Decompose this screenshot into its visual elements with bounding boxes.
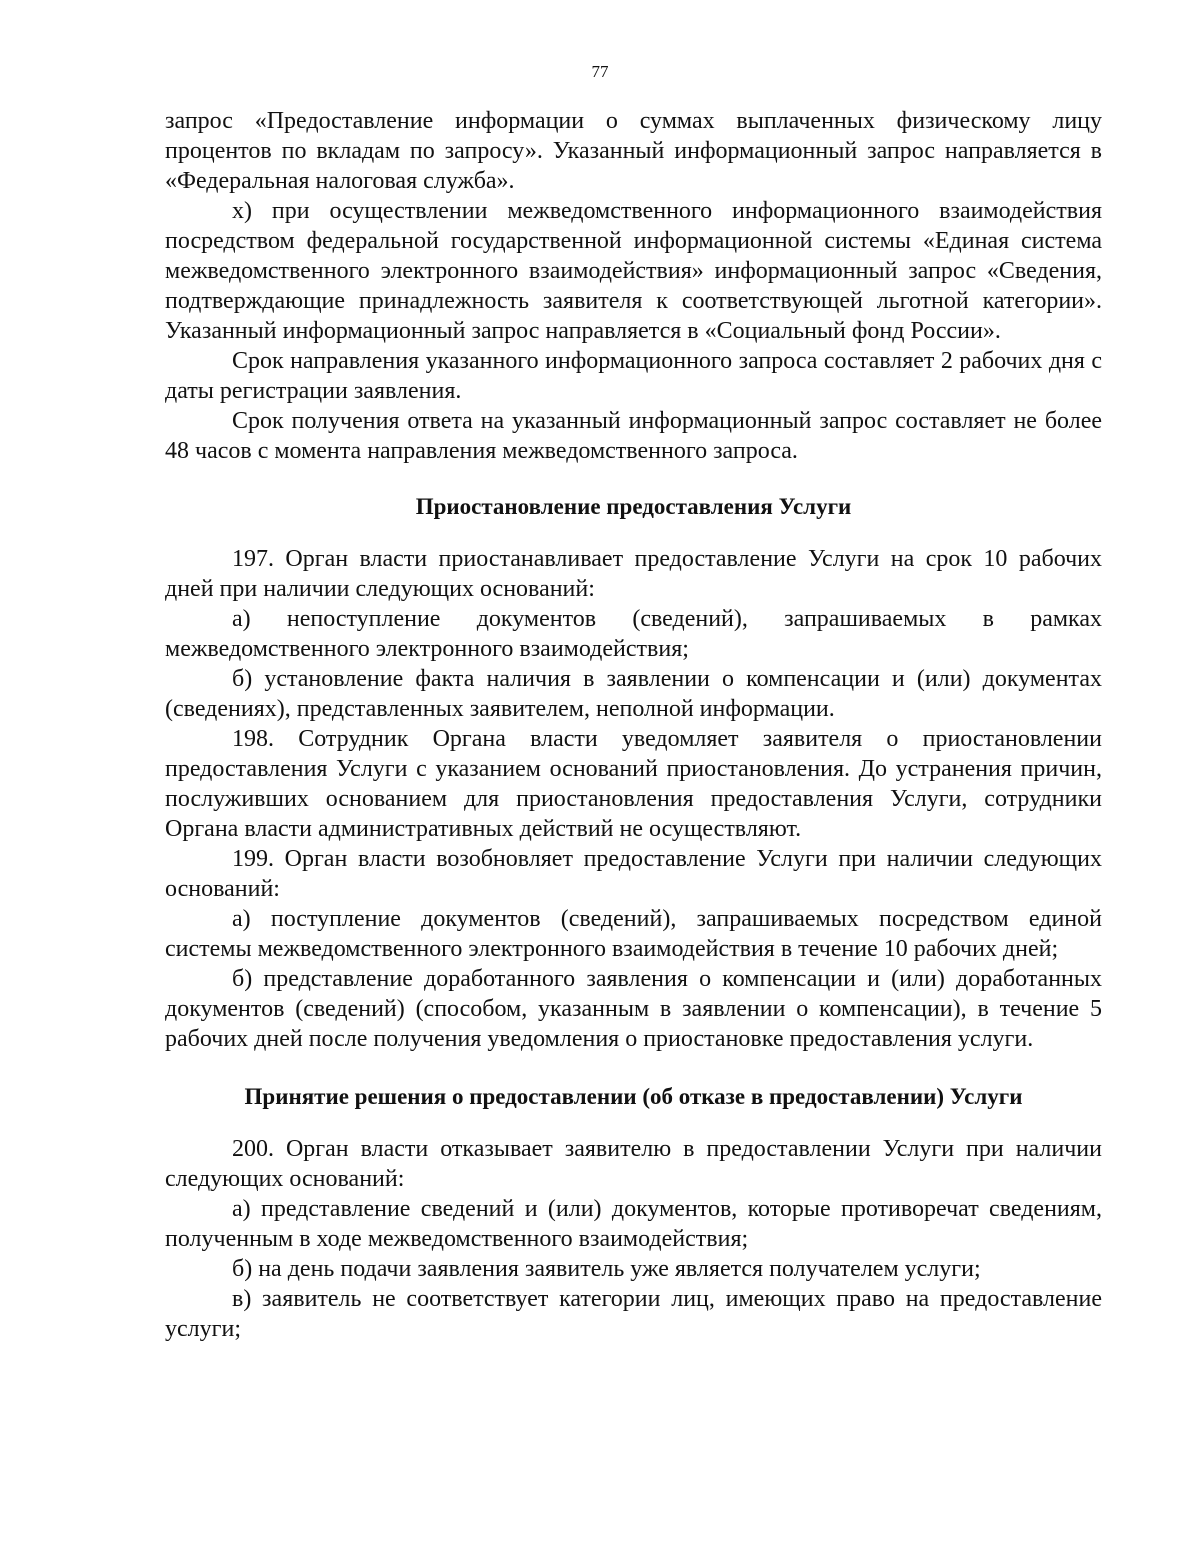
paragraph: в) заявитель не соответствует категории лиц, имеющих право на предоставление услуги; <box>165 1286 1102 1342</box>
paragraph: запрос «Предоставление информации о суммах выплаченных физическому лицу процентов по вкладам по запросу». Указанный информационный запрос направляется в «Федеральная налоговая служба». <box>165 108 1102 194</box>
section-heading: Приостановление предоставления Услуги <box>415 494 852 519</box>
paragraph: а) представление сведений и (или) документов, которые противоречат сведениям, полученным в ходе межведомственного взаимодействия; <box>165 1196 1102 1252</box>
section-heading: Принятие решения о предоставлении (об отказе в предоставлении) Услуги <box>244 1084 1023 1109</box>
paragraph: а) поступление документов (сведений), запрашиваемых посредством единой системы межведомственного электронного взаимодействия в течение 10 рабочих дней; <box>165 906 1102 962</box>
paragraph: б) установление факта наличия в заявлении о компенсации и (или) документах (сведениях), представленных заявителем, неполной информации. <box>165 666 1102 722</box>
paragraph: Срок направления указанного информационного запроса составляет 2 рабочих дня с даты регистрации заявления. <box>165 348 1102 404</box>
paragraph: 198. Сотрудник Органа власти уведомляет заявителя о приостановлении предоставления Услуги с указанием оснований приостановления. До устранения причин, послуживших основанием для приостановления предоставления Услуги, сотрудники Органа власти административных действий не осуществляют. <box>165 726 1102 842</box>
paragraph: 197. Орган власти приостанавливает предоставление Услуги на срок 10 рабочих дней при наличии следующих оснований: <box>165 546 1102 602</box>
paragraph: 200. Орган власти отказывает заявителю в предоставлении Услуги при наличии следующих оснований: <box>165 1136 1102 1192</box>
page-number: 77 <box>591 62 609 81</box>
paragraph: б) на день подачи заявления заявитель уже является получателем услуги; <box>232 1256 981 1282</box>
document-body <box>165 106 1102 1344</box>
paragraph: Срок получения ответа на указанный информационный запрос составляет не более 48 часов с момента направления межведомственного запроса. <box>165 408 1102 464</box>
paragraph: а) непоступление документов (сведений), запрашиваемых в рамках межведомственного электронного взаимодействия; <box>165 606 1102 662</box>
paragraph: б) представление доработанного заявления о компенсации и (или) доработанных документов (сведений) (способом, указанным в заявлении о компенсации), в течение 5 рабочих дней после получения уведомления о приостановке предоставления услуги. <box>165 966 1102 1052</box>
paragraph: х) при осуществлении межведомственного информационного взаимодействия посредством федеральной государственной информационной системы «Единая система межведомственного электронного взаимодействия» информационный запрос «Сведения, подтверждающие принадлежность заявителя к соответствующей льготной категории». Указанный информационный запрос направляется в «Социальный фонд России». <box>165 198 1102 344</box>
paragraph: 199. Орган власти возобновляет предоставление Услуги при наличии следующих оснований: <box>165 846 1102 902</box>
